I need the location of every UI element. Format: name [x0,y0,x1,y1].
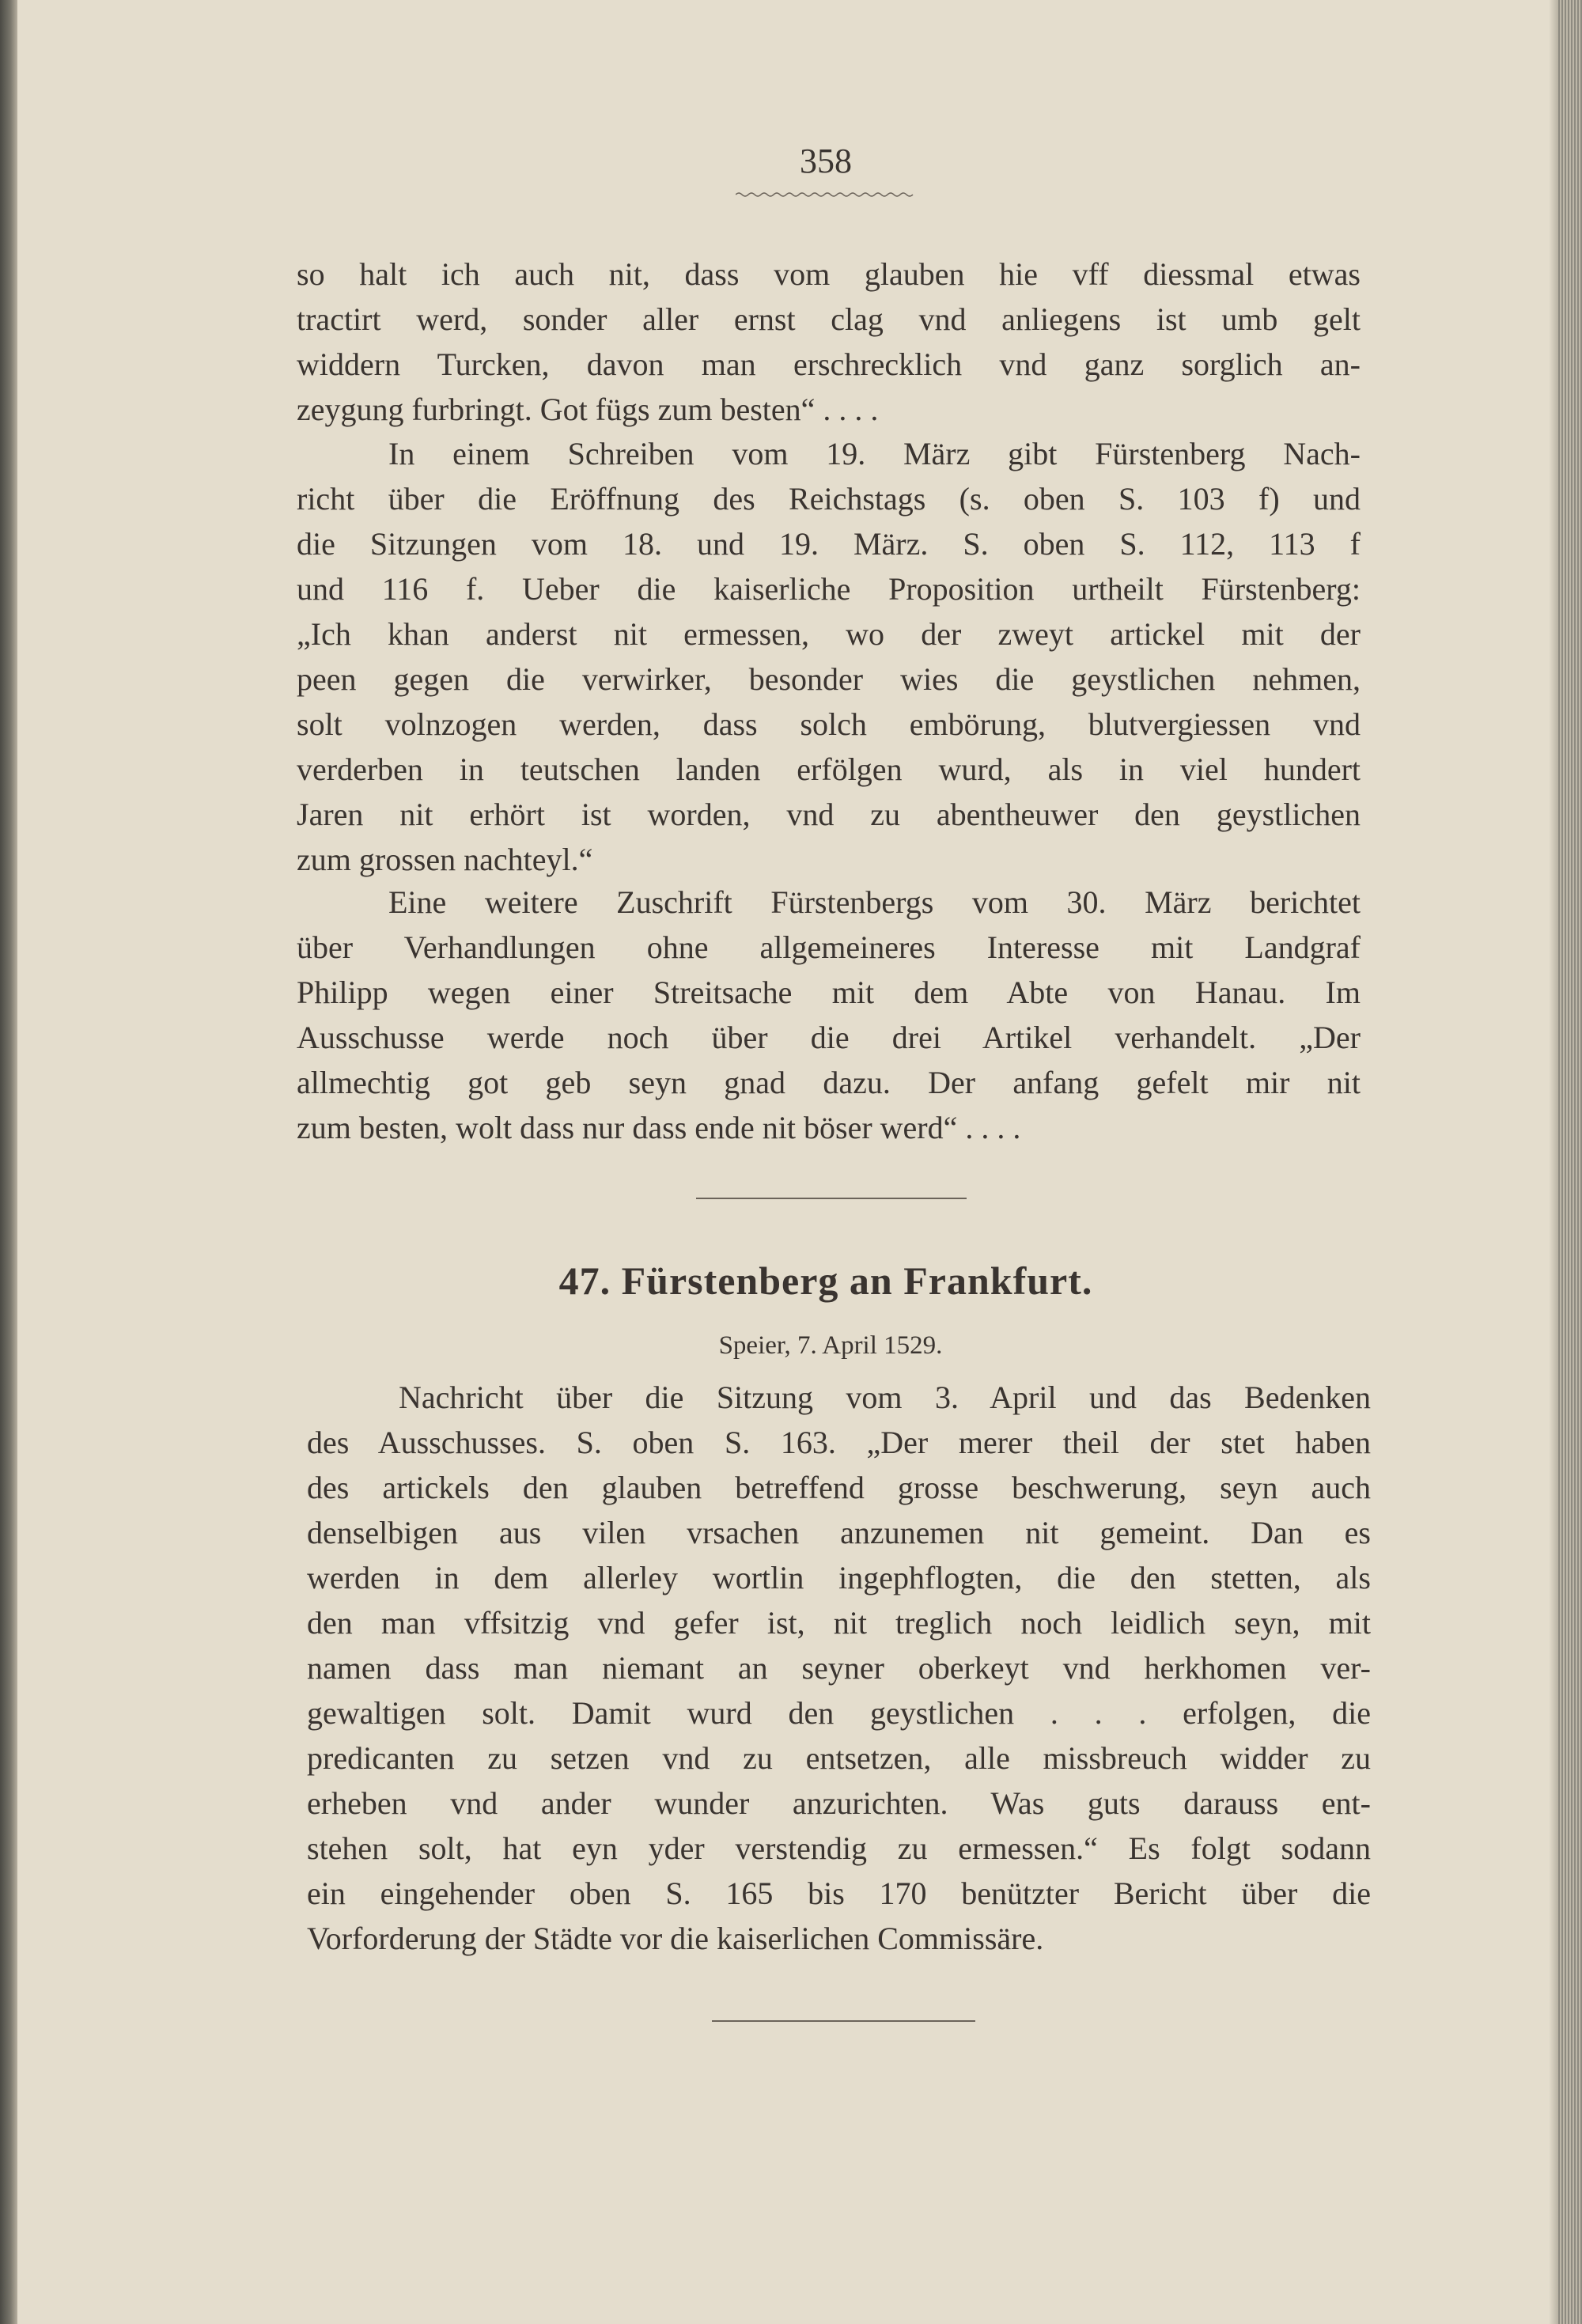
text-line: über Verhandlungen ohne allgemeineres Interesse mit Landgraf [297,929,1361,965]
text-line: zeygung furbringt. Got fügs zum besten“ . . . . [297,392,879,427]
text-line: zum grossen nachteyl.“ [297,842,593,877]
paragraph-letter-march-30 [297,880,1361,1150]
text-line: allmechtig got geb seyn gnad dazu. Der anfang gefelt mir nit [297,1065,1361,1100]
text-line: Eine weitere Zuschrift Fürstenbergs vom 30. März berichtet [388,884,1361,920]
page-number: 358 [800,142,852,180]
text-line: des artickels den glauben betreffend grosse beschwerung, seyn auch [307,1470,1371,1505]
paragraph-continuation [297,252,1361,432]
text-line: verderben in teutschen landen erfölgen wurd, als in viel hundert [297,751,1361,787]
section-heading: 47. Fürstenberg an Frankfurt. [558,1259,1093,1303]
text-line: peen gegen die verwirker, besonder wies die geystlichen nehmen, [297,661,1361,697]
text-line: Vorforderung der Städte vor die kaiserlichen Commissäre. [307,1921,1044,1956]
text-line: Philipp wegen einer Streitsache mit dem Abte von Hanau. Im [297,975,1361,1010]
text-line: denselbigen aus vilen vrsachen anzunemen nit gemeint. Dan es [307,1515,1371,1550]
text-line: solt volnzogen werden, dass solch embörung, blutvergiessen vnd [297,706,1361,742]
text-line: namen dass man niemant an seyner oberkeyt vnd herkhomen ver- [307,1650,1371,1686]
text-line: Jaren nit erhört ist worden, vnd zu abentheuwer den geystlichen [297,797,1361,832]
text-line: gewaltigen solt. Damit wurd den geystlichen . . . erfolgen, die [307,1695,1371,1731]
paragraph-letter-march-19 [297,431,1361,882]
section-dateline: Speier, 7. April 1529. [718,1331,943,1360]
text-line: zum besten, wolt dass nur dass ende nit böser werd“ . . . . [297,1110,1021,1145]
book-binding-edge [0,0,17,2324]
page-number-ornament [736,191,918,198]
text-line: werden in dem allerley wortlin ingephflogten, die den stetten, als [307,1560,1371,1595]
section-body [307,1375,1371,1961]
text-line: stehen solt, hat eyn yder verstendig zu ermessen.“ Es folgt sodann [307,1830,1371,1866]
text-line: erheben vnd ander wunder anzurichten. Was guts darauss ent- [307,1785,1371,1821]
text-line: ein eingehender oben S. 165 bis 170 benützter Bericht über die [307,1875,1371,1911]
text-line: predicanten zu setzen vnd zu entsetzen, alle missbreuch widder zu [307,1740,1371,1776]
text-line: des Ausschusses. S. oben S. 163. „Der merer theil der stet haben [307,1425,1371,1460]
text-line: In einem Schreiben vom 19. März gibt Fürstenberg Nach- [388,436,1361,471]
text-line: so halt ich auch nit, dass vom glauben hie vff diessmal etwas [297,256,1361,292]
text-line: Nachricht über die Sitzung vom 3. April und das Bedenken [399,1380,1371,1415]
text-line: die Sitzungen vom 18. und 19. März. S. oben S. 112, 113 f [297,526,1361,562]
text-line: Ausschusse werde noch über die drei Artikel verhandelt. „Der [297,1020,1361,1055]
text-line: „Ich khan anderst nit ermessen, wo der zweyt artickel mit der [297,616,1361,652]
text-line: widdern Turcken, davon man erschrecklich vnd ganz sorglich an- [297,346,1361,382]
section-divider [696,1198,967,1199]
page-stack-edge [1558,0,1582,2324]
section-end-divider [712,2020,975,2022]
text-line: und 116 f. Ueber die kaiserliche Proposition urtheilt Fürstenberg: [297,571,1361,607]
text-line: tractirt werd, sonder aller ernst clag vnd anliegens ist umb gelt [297,301,1361,337]
page-shadow [1549,0,1558,2324]
text-line: richt über die Eröffnung des Reichstags (s. oben S. 103 f) und [297,481,1361,517]
text-line: den man vffsitzig vnd gefer ist, nit treglich noch leidlich seyn, mit [307,1605,1371,1641]
